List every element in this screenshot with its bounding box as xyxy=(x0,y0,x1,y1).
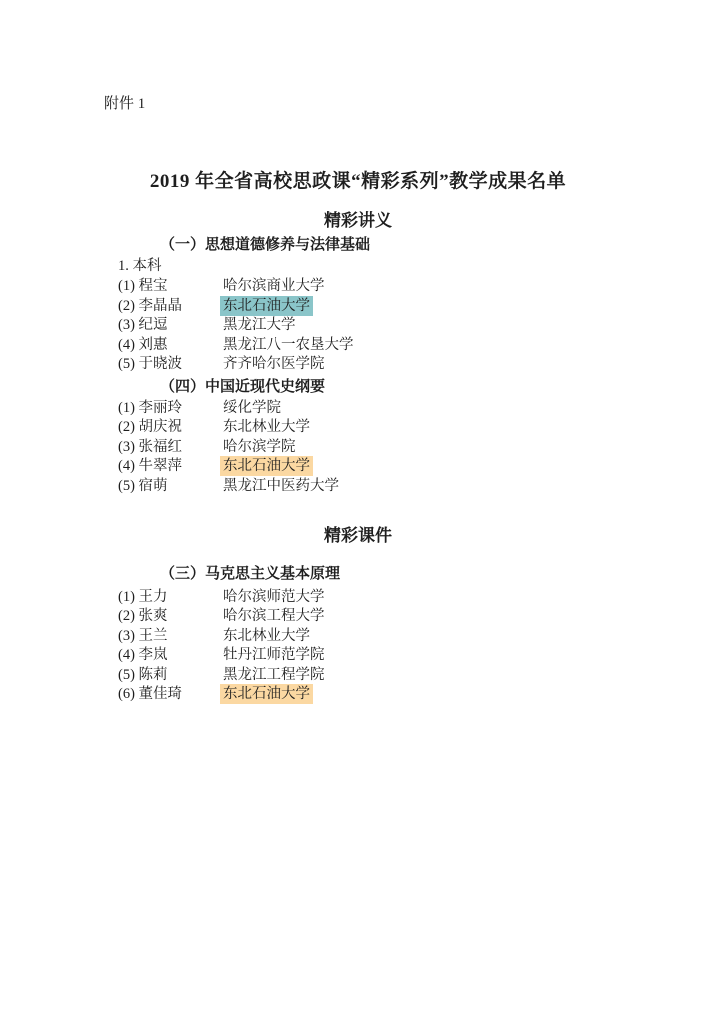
university-name: 哈尔滨学院 xyxy=(223,438,296,455)
person-name: (3) 纪逗 xyxy=(118,317,168,334)
list-item xyxy=(118,626,340,646)
list-item xyxy=(118,398,342,418)
group-sublabel-undergraduate: 1. 本科 xyxy=(118,258,162,274)
list-item xyxy=(118,665,340,685)
university-name: 黑龙江中医药大学 xyxy=(223,477,339,494)
list-item xyxy=(118,335,370,355)
attachment-label: 附件 1 xyxy=(104,96,146,112)
list-item xyxy=(118,476,342,496)
university-name: 东北林业大学 xyxy=(223,419,310,436)
person-name: (2) 李晶晶 xyxy=(118,297,183,314)
list-item xyxy=(118,296,370,316)
university-name: 黑龙江工程学院 xyxy=(223,666,325,683)
list-item xyxy=(118,457,342,477)
group-subheading: （三）马克思主义基本原理 xyxy=(160,566,341,582)
person-name: (2) 张爽 xyxy=(118,608,168,625)
list-item xyxy=(118,437,342,457)
person-name: (1) 李丽玲 xyxy=(118,399,183,416)
group-marxism-principles xyxy=(118,565,340,704)
university-name: 东北林业大学 xyxy=(223,627,310,644)
page-title: 2019 年全省高校思政课“精彩系列”教学成果名单 xyxy=(149,171,567,192)
person-name: (5) 陈莉 xyxy=(118,666,168,683)
university-name: 齐齐哈尔医学院 xyxy=(223,356,325,373)
section-heading-courseware: 精彩课件 xyxy=(324,526,392,545)
section-heading-lecture-notes: 精彩讲义 xyxy=(324,211,392,230)
list-item xyxy=(118,587,340,607)
university-name-highlighted: 东北石油大学 xyxy=(220,456,313,476)
person-name: (1) 程宝 xyxy=(118,278,168,295)
person-name: (4) 牛翠萍 xyxy=(118,458,183,475)
list-item xyxy=(118,316,370,336)
university-name: 绥化学院 xyxy=(223,399,281,416)
university-name: 牡丹江师范学院 xyxy=(223,647,325,664)
university-name: 哈尔滨商业大学 xyxy=(223,278,325,295)
person-name: (5) 宿萌 xyxy=(118,477,168,494)
person-name: (1) 王力 xyxy=(118,588,168,605)
university-name-highlighted: 东北石油大学 xyxy=(220,684,313,704)
university-name: 黑龙江大学 xyxy=(223,317,296,334)
group-subheading: （一）思想道德修养与法律基础 xyxy=(160,237,371,253)
list-item xyxy=(118,355,370,375)
person-name: (3) 张福红 xyxy=(118,438,183,455)
person-name: (4) 李岚 xyxy=(118,647,168,664)
university-name-highlighted: 东北石油大学 xyxy=(220,296,313,316)
group-subheading: （四）中国近现代史纲要 xyxy=(160,379,326,395)
list-item xyxy=(118,607,340,627)
university-name: 哈尔滨师范大学 xyxy=(223,588,325,605)
list-item xyxy=(118,646,340,666)
group-modern-chinese-history xyxy=(118,378,342,496)
university-name: 哈尔滨工程大学 xyxy=(223,608,325,625)
list-item xyxy=(118,418,342,438)
person-name: (4) 刘惠 xyxy=(118,336,168,353)
university-name: 黑龙江八一农垦大学 xyxy=(223,336,354,353)
person-name: (6) 董佳琦 xyxy=(118,686,183,703)
list-item xyxy=(118,685,340,705)
person-name: (3) 王兰 xyxy=(118,627,168,644)
group-ideology-morality-law xyxy=(118,236,370,374)
person-name: (5) 于晓波 xyxy=(118,356,183,373)
person-name: (2) 胡庆祝 xyxy=(118,419,183,436)
list-item xyxy=(118,277,370,297)
